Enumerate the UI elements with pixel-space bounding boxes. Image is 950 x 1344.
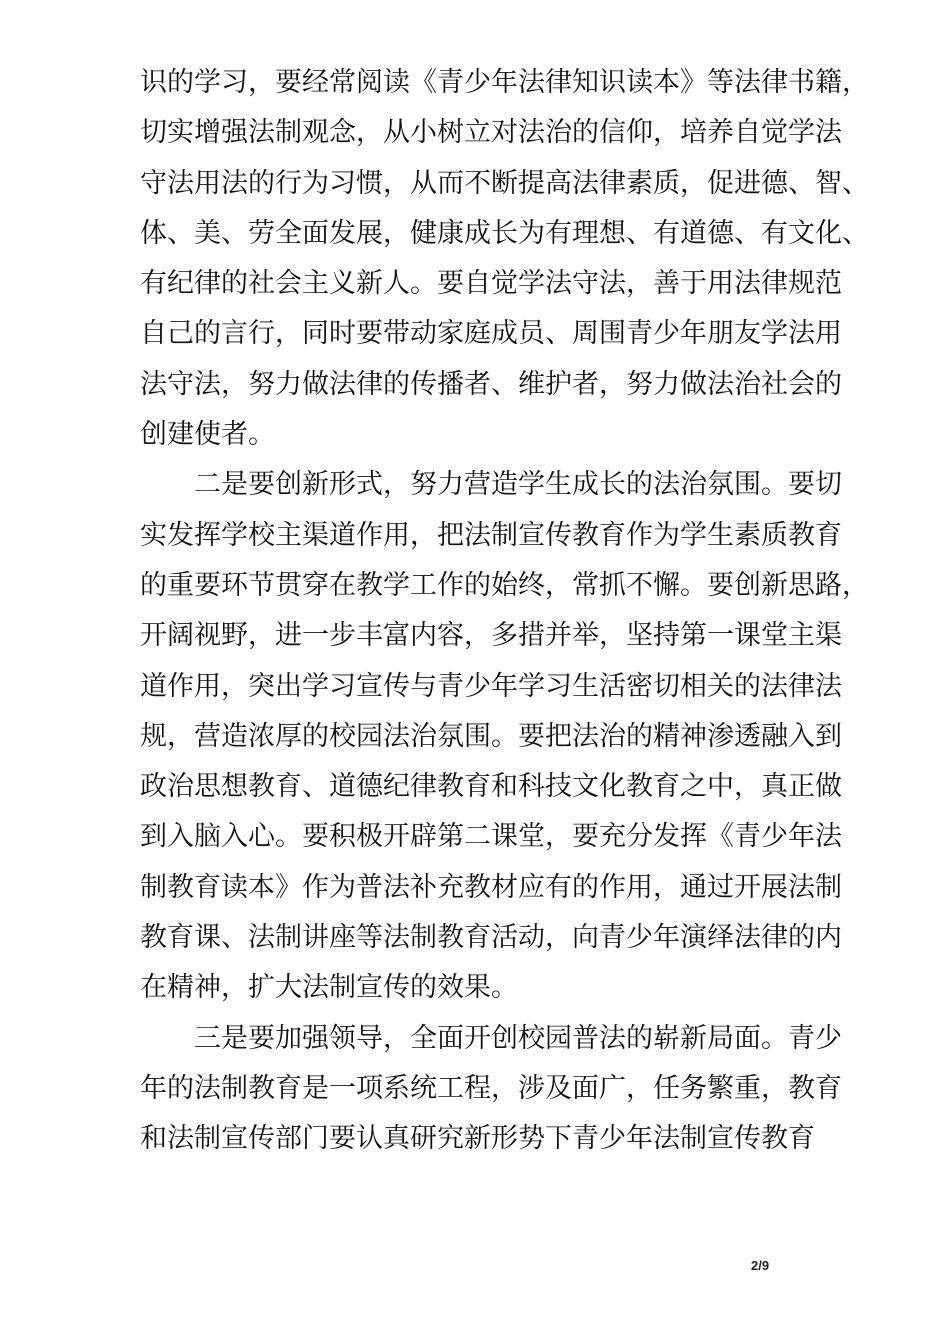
paragraph-start-line: 二是要创新形式，努力营造学生成长的法治氛围。要切 xyxy=(194,469,842,501)
text-line: 的重要环节贯穿在教学工作的始终，常抓不懈。要创新思路， xyxy=(140,569,869,601)
text-line: 体、美、劳全面发展，健康成长为有理想、有道德、有文化、 xyxy=(140,217,869,249)
text-line: 教育课、法制讲座等法制教育活动，向青少年演绎法律的内 xyxy=(140,922,842,954)
text-line: 开阔视野，进一步丰富内容，多措并举，坚持第一课堂主渠 xyxy=(140,620,842,652)
text-line: 到入脑入心。要积极开辟第二课堂，要充分发挥《青少年法 xyxy=(140,821,842,853)
text-line: 切实增强法制观念，从小树立对法治的信仰，培养自觉学法 xyxy=(140,117,842,149)
text-line: 法守法，努力做法律的传播者、维护者，努力做法治社会的 xyxy=(140,368,842,400)
text-line: 实发挥学校主渠道作用，把法制宣传教育作为学生素质教育 xyxy=(140,519,842,551)
page-number: 2/9 xyxy=(751,1258,770,1273)
text-line: 自己的言行，同时要带动家庭成员、周围青少年朋友学法用 xyxy=(140,318,842,350)
text-line: 识的学习，要经常阅读《青少年法律知识读本》等法律书籍， xyxy=(140,67,869,98)
text-line: 规，营造浓厚的校园法治氛围。要把法治的精神渗透融入到 xyxy=(140,720,842,752)
text-line: 道作用，突出学习宣传与青少年学习生活密切相关的法律法 xyxy=(140,670,842,702)
text-line: 有纪律的社会主义新人。要自觉学法守法，善于用法律规范 xyxy=(140,268,842,300)
text-line: 守法用法的行为习惯，从而不断提高法律素质，促进德、智、 xyxy=(140,167,869,199)
text-line: 年的法制教育是一项系统工程，涉及面广，任务繁重，教育 xyxy=(140,1072,842,1104)
text-line: 和法制宣传部门要认真研究新形势下青少年法制宣传教育 xyxy=(140,1123,815,1155)
body-text xyxy=(140,58,869,1165)
paragraph-start-line: 三是要加强领导，全面开创校园普法的崭新局面。青少 xyxy=(194,1022,842,1054)
text-line: 制教育读本》作为普法补充教材应有的作用，通过开展法制 xyxy=(140,871,842,903)
text-line: 政治思想教育、道德纪律教育和科技文化教育之中，真正做 xyxy=(140,771,842,803)
text-line: 创建使者。 xyxy=(140,419,275,451)
text-line: 在精神，扩大法制宣传的效果。 xyxy=(140,972,518,1004)
